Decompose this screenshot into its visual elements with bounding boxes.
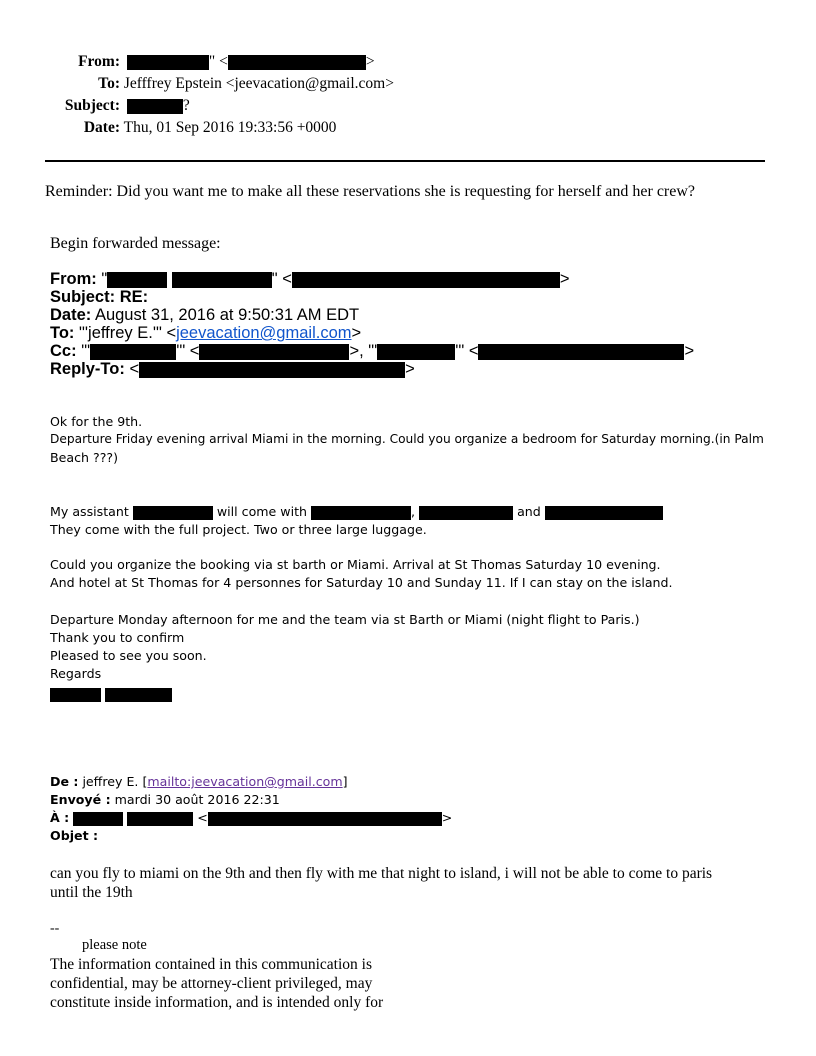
fwd-from-label: From: — [50, 270, 97, 288]
orig-envoye-label: Envoyé : — [50, 792, 111, 807]
fwd-cc-row — [50, 342, 694, 361]
msg-assistant-and: and — [517, 504, 541, 519]
redacted-cc-name-1 — [90, 344, 176, 360]
fwd-subject-label: Subject: — [50, 288, 116, 306]
redacted-assistant-name — [133, 506, 213, 520]
orig-sig-dash: -- — [50, 921, 60, 936]
header-subject-label: Subject: — [64, 97, 120, 114]
msg-line-9: Thank you to confirm — [50, 630, 185, 645]
header-subject-suffix: ? — [182, 97, 190, 114]
msg-line-6: Could you organize the booking via st barth or Miami. Arrival at St Thomas Saturday 10 evening. — [50, 557, 661, 572]
orig-de-link-open: [ — [142, 774, 148, 789]
redacted-cc-email-2 — [478, 344, 684, 360]
orig-a-label: À : — [50, 810, 70, 825]
redacted-recipient-email — [208, 812, 442, 826]
fwd-from-close-quote: " < — [271, 270, 292, 288]
header-date-row — [0, 119, 336, 137]
header-date-value: Thu, 01 Sep 2016 19:33:56 +0000 — [123, 119, 337, 136]
fwd-cc-label: Cc: — [50, 342, 77, 360]
redacted-cc-name-2 — [377, 344, 455, 360]
redacted-subject — [127, 99, 183, 114]
header-from-row — [0, 53, 375, 71]
fwd-replyto-gt: > — [405, 360, 415, 378]
fwd-to-label: To: — [50, 324, 75, 342]
orig-disclaimer-1: The information contained in this communication is — [50, 956, 372, 973]
fwd-from-gt: > — [559, 270, 570, 288]
msg-line-5: They come with the full project. Two or three large luggage. — [50, 522, 427, 537]
header-subject-row — [0, 97, 190, 115]
fwd-cc-mid1: '" < — [176, 342, 200, 360]
msg-assistant-comma: , — [411, 504, 416, 519]
orig-de-label: De : — [50, 774, 79, 789]
msg-line-8: Departure Monday afternoon for me and the team via st Barth or Miami (night flight to Paris.) — [50, 612, 640, 627]
fwd-to-email-link[interactable]: jeevacation@gmail.com — [176, 324, 352, 342]
orig-disclaimer-3: constitute inside information, and is intended only for — [50, 994, 384, 1011]
redacted-fwd-last-name — [172, 272, 272, 288]
orig-objet-label: Objet : — [50, 828, 99, 843]
orig-body-line-1: can you fly to miami on the 9th and then fly with me that night to island, i will not be able to come to paris — [50, 865, 713, 882]
redacted-replyto-email — [139, 362, 405, 378]
header-from-lt: < — [219, 53, 228, 70]
orig-de-row — [50, 774, 348, 789]
redacted-team-member-2 — [419, 506, 513, 520]
fwd-cc-mid3: '" < — [455, 342, 479, 360]
redacted-recipient-first — [73, 812, 123, 826]
fwd-replyto-label: Reply-To: — [50, 360, 125, 378]
orig-de-mailto-link[interactable]: mailto:jeevacation@gmail.com — [147, 774, 343, 789]
fwd-to-suffix: > — [351, 324, 362, 342]
header-to-value: Jefffrey Epstein <jeevacation@gmail.com> — [123, 75, 394, 92]
orig-a-lt: < — [197, 810, 208, 825]
msg-assistant-row — [50, 504, 663, 520]
fwd-subject-value: RE: — [119, 288, 149, 306]
fwd-subject-row — [50, 288, 148, 307]
redacted-cc-email-1 — [199, 344, 349, 360]
orig-envoye-value: mardi 30 août 2016 22:31 — [114, 792, 280, 807]
fwd-replyto-row — [50, 360, 415, 379]
fwd-cc-mid2: >, "' — [349, 342, 378, 360]
orig-a-gt: > — [441, 810, 453, 825]
header-divider — [45, 160, 765, 162]
forwarded-intro: Begin forwarded message: — [50, 235, 221, 252]
msg-assistant-prefix: My assistant — [50, 504, 129, 519]
msg-line-2: Departure Friday evening arrival Miami in the morning. Could you organize a bedroom for Saturday morning.(in Palm — [50, 432, 764, 446]
redacted-sender-name — [127, 55, 209, 70]
msg-line-1: Ok for the 9th. — [50, 414, 143, 429]
orig-de-link-close: ] — [342, 774, 348, 789]
fwd-from-open-quote: " — [101, 270, 108, 288]
redacted-signature-last — [105, 688, 172, 702]
fwd-date-row — [50, 306, 359, 325]
redacted-signature — [50, 686, 172, 704]
redacted-recipient-last — [127, 812, 193, 826]
header-from-label: From: — [78, 53, 120, 70]
msg-line-11: Regards — [50, 666, 102, 681]
msg-line-10: Pleased to see you soon. — [50, 648, 207, 663]
fwd-to-prefix: "'jeffrey E.'" < — [79, 324, 177, 342]
redacted-team-member-3 — [545, 506, 663, 520]
msg-line-3: Beach ???) — [50, 450, 118, 465]
fwd-date-label: Date: — [50, 306, 92, 324]
header-from-gt: > — [365, 53, 375, 70]
orig-disclaimer-2: confidential, may be attorney-client privileged, may — [50, 975, 373, 992]
fwd-date-value: August 31, 2016 at 9:50:31 AM EDT — [94, 306, 360, 324]
msg-line-7: And hotel at St Thomas for 4 personnes for Saturday 10 and Sunday 11. If I can stay on the island. — [50, 575, 673, 590]
redacted-signature-first — [50, 688, 101, 702]
header-to-label: To: — [98, 75, 120, 92]
orig-a-row — [50, 810, 452, 826]
fwd-from-row — [50, 270, 570, 289]
header-date-label: Date: — [83, 119, 120, 136]
reminder-text: Reminder: Did you want me to make all these reservations she is requesting for herself and her crew? — [45, 183, 696, 200]
fwd-cc-close: > — [684, 342, 695, 360]
orig-sig-note: please note — [82, 937, 147, 953]
fwd-cc-open: "' — [81, 342, 91, 360]
orig-envoye-row — [50, 792, 280, 807]
msg-assistant-mid: will come with — [216, 504, 308, 519]
redacted-team-member-1 — [311, 506, 411, 520]
fwd-replyto-lt: < — [129, 360, 140, 378]
fwd-to-row — [50, 324, 361, 343]
orig-objet-row — [50, 828, 98, 843]
header-to-row — [0, 75, 394, 93]
orig-body-line-2: until the 19th — [50, 884, 133, 901]
redacted-fwd-email — [292, 272, 560, 288]
header-from-quote: " — [208, 53, 216, 70]
orig-de-name: jeffrey E. — [82, 774, 139, 789]
redacted-fwd-first-name — [107, 272, 167, 288]
redacted-sender-email — [228, 55, 366, 70]
